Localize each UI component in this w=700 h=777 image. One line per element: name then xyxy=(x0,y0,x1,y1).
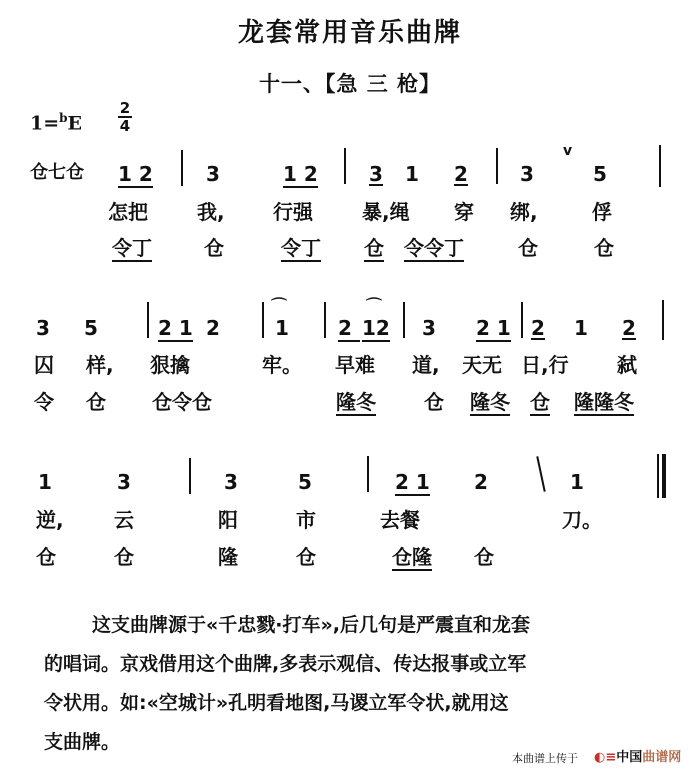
note: 3 xyxy=(422,316,436,340)
tune-subtitle: 十一、【急 三 枪】 xyxy=(258,72,442,96)
note: 5 xyxy=(298,470,312,494)
lyric: 去餐 xyxy=(380,508,420,532)
lyric: 弑 xyxy=(617,353,637,377)
percussion: 仓 xyxy=(114,545,134,569)
lyric: 牢。 xyxy=(262,353,302,377)
breath-mark: v xyxy=(563,143,573,159)
percussion: 隆冬 xyxy=(336,390,376,414)
note: 5 xyxy=(84,316,98,340)
lyric: 狠擒 xyxy=(150,353,190,377)
bar-line xyxy=(521,302,523,338)
site-logo[interactable] xyxy=(594,746,681,765)
lyric: 道, xyxy=(412,353,440,377)
percussion: 令丁 xyxy=(281,236,321,260)
bar-line xyxy=(662,300,664,340)
note: 5 xyxy=(593,162,607,186)
logo-text-a: 中国 xyxy=(616,750,643,765)
bar-line xyxy=(181,150,183,186)
final-bar-line xyxy=(662,454,666,498)
lyric: 逆, xyxy=(36,508,64,532)
note: 1 xyxy=(275,316,289,340)
upload-credit: 本曲谱上传于 xyxy=(512,752,578,765)
lyric: 日,行 xyxy=(521,353,569,377)
key-flat: b xyxy=(59,111,68,125)
logo-text-b: 曲谱网 xyxy=(642,750,682,765)
note: 2 xyxy=(531,316,545,340)
percussion: 仓 xyxy=(36,545,56,569)
percussion: 仓 xyxy=(296,545,316,569)
lyric: 囚 xyxy=(34,353,54,377)
note: 3 xyxy=(36,316,50,340)
note: 3 xyxy=(117,470,131,494)
note: 3 xyxy=(520,162,534,186)
note: 3 xyxy=(206,162,220,186)
time-bottom: 4 xyxy=(119,117,131,135)
bar-line xyxy=(536,456,545,492)
lyric: 刀。 xyxy=(562,508,602,532)
percussion: 仓 xyxy=(594,236,614,260)
page-title: 龙套常用音乐曲牌 xyxy=(237,18,462,48)
percussion: 隆隆冬 xyxy=(574,390,634,414)
time-signature xyxy=(118,100,132,134)
percussion: 仓令仓 xyxy=(152,390,212,414)
note: 2 xyxy=(338,318,360,342)
description-line: 令状用。如:«空城计»孔明看地图,马谡立军令状,就用这 xyxy=(44,692,509,714)
lyric: 阳 xyxy=(218,508,238,532)
percussion: 隆冬 xyxy=(470,390,510,414)
percussion: 仓 xyxy=(86,390,106,414)
percussion: 令 xyxy=(34,390,54,414)
bar-line xyxy=(324,302,326,338)
percussion: 令令丁 xyxy=(404,236,464,260)
lyric: 穿 xyxy=(454,200,474,224)
bar-line xyxy=(262,302,264,338)
time-top: 2 xyxy=(119,99,131,117)
description-line: 支曲牌。 xyxy=(44,731,121,753)
bar-line xyxy=(659,145,661,187)
percussion: 仓 xyxy=(424,390,444,414)
lyric: 天无 xyxy=(462,353,502,377)
lyric: 绑, xyxy=(510,200,538,224)
bar-line xyxy=(367,456,369,492)
note: 2 xyxy=(206,316,220,340)
percussion: 仓 xyxy=(518,236,538,260)
note: 1 2 xyxy=(118,162,153,186)
lyric: 市 xyxy=(296,508,316,532)
note: 仓七仓 xyxy=(30,162,84,183)
lyric: 怎把 xyxy=(108,200,148,224)
logo-mark-icon: ◐≡ xyxy=(594,750,617,765)
percussion: 仓隆 xyxy=(392,545,432,569)
percussion: 仓 xyxy=(474,545,494,569)
note: 2 1 xyxy=(395,470,430,494)
lyric: 云 xyxy=(114,508,134,532)
lyric: 样, xyxy=(86,353,114,377)
note: 2 1 xyxy=(476,316,511,340)
note: 1 2 xyxy=(283,162,318,186)
note: 1 xyxy=(38,470,52,494)
lyric: 早难 xyxy=(335,353,375,377)
note: 2 1 xyxy=(158,316,193,340)
note: 3 xyxy=(224,470,238,494)
bar-line xyxy=(496,148,498,184)
bar-line xyxy=(403,302,405,338)
key-signature xyxy=(30,112,82,133)
lyric: 行强 xyxy=(273,200,313,224)
note: 1 xyxy=(570,470,584,494)
note: 1 xyxy=(405,162,419,186)
note: 2 xyxy=(454,162,468,186)
note: 3 xyxy=(369,162,383,186)
bar-line xyxy=(147,302,149,338)
lyric: 暴,绳 xyxy=(362,200,410,224)
percussion: 令丁 xyxy=(112,236,152,260)
key-tonic: 1= xyxy=(30,112,60,135)
bar-line xyxy=(189,458,191,494)
fermata: ⌒ xyxy=(271,296,288,315)
percussion: 仓 xyxy=(204,236,224,260)
percussion: 仓 xyxy=(530,390,550,414)
lyric: 我, xyxy=(197,200,225,224)
description-line: 这支曲牌源于«千忠戮·打车»,后几句是严震直和龙套 xyxy=(92,614,530,636)
note: 12 xyxy=(362,316,390,340)
final-bar-line xyxy=(657,454,659,498)
note: 2 xyxy=(474,470,488,494)
percussion: 隆 xyxy=(218,545,238,569)
note: 1 xyxy=(574,316,588,340)
description-line: 的唱词。京戏借用这个曲牌,多表示观信、传达报事或立军 xyxy=(44,653,527,675)
slur: ⌒ xyxy=(366,296,383,315)
bar-line xyxy=(344,148,346,184)
note: 2 xyxy=(622,316,636,340)
percussion: 仓 xyxy=(364,236,384,260)
key-note: E xyxy=(67,112,83,135)
lyric: 俘 xyxy=(592,200,612,224)
